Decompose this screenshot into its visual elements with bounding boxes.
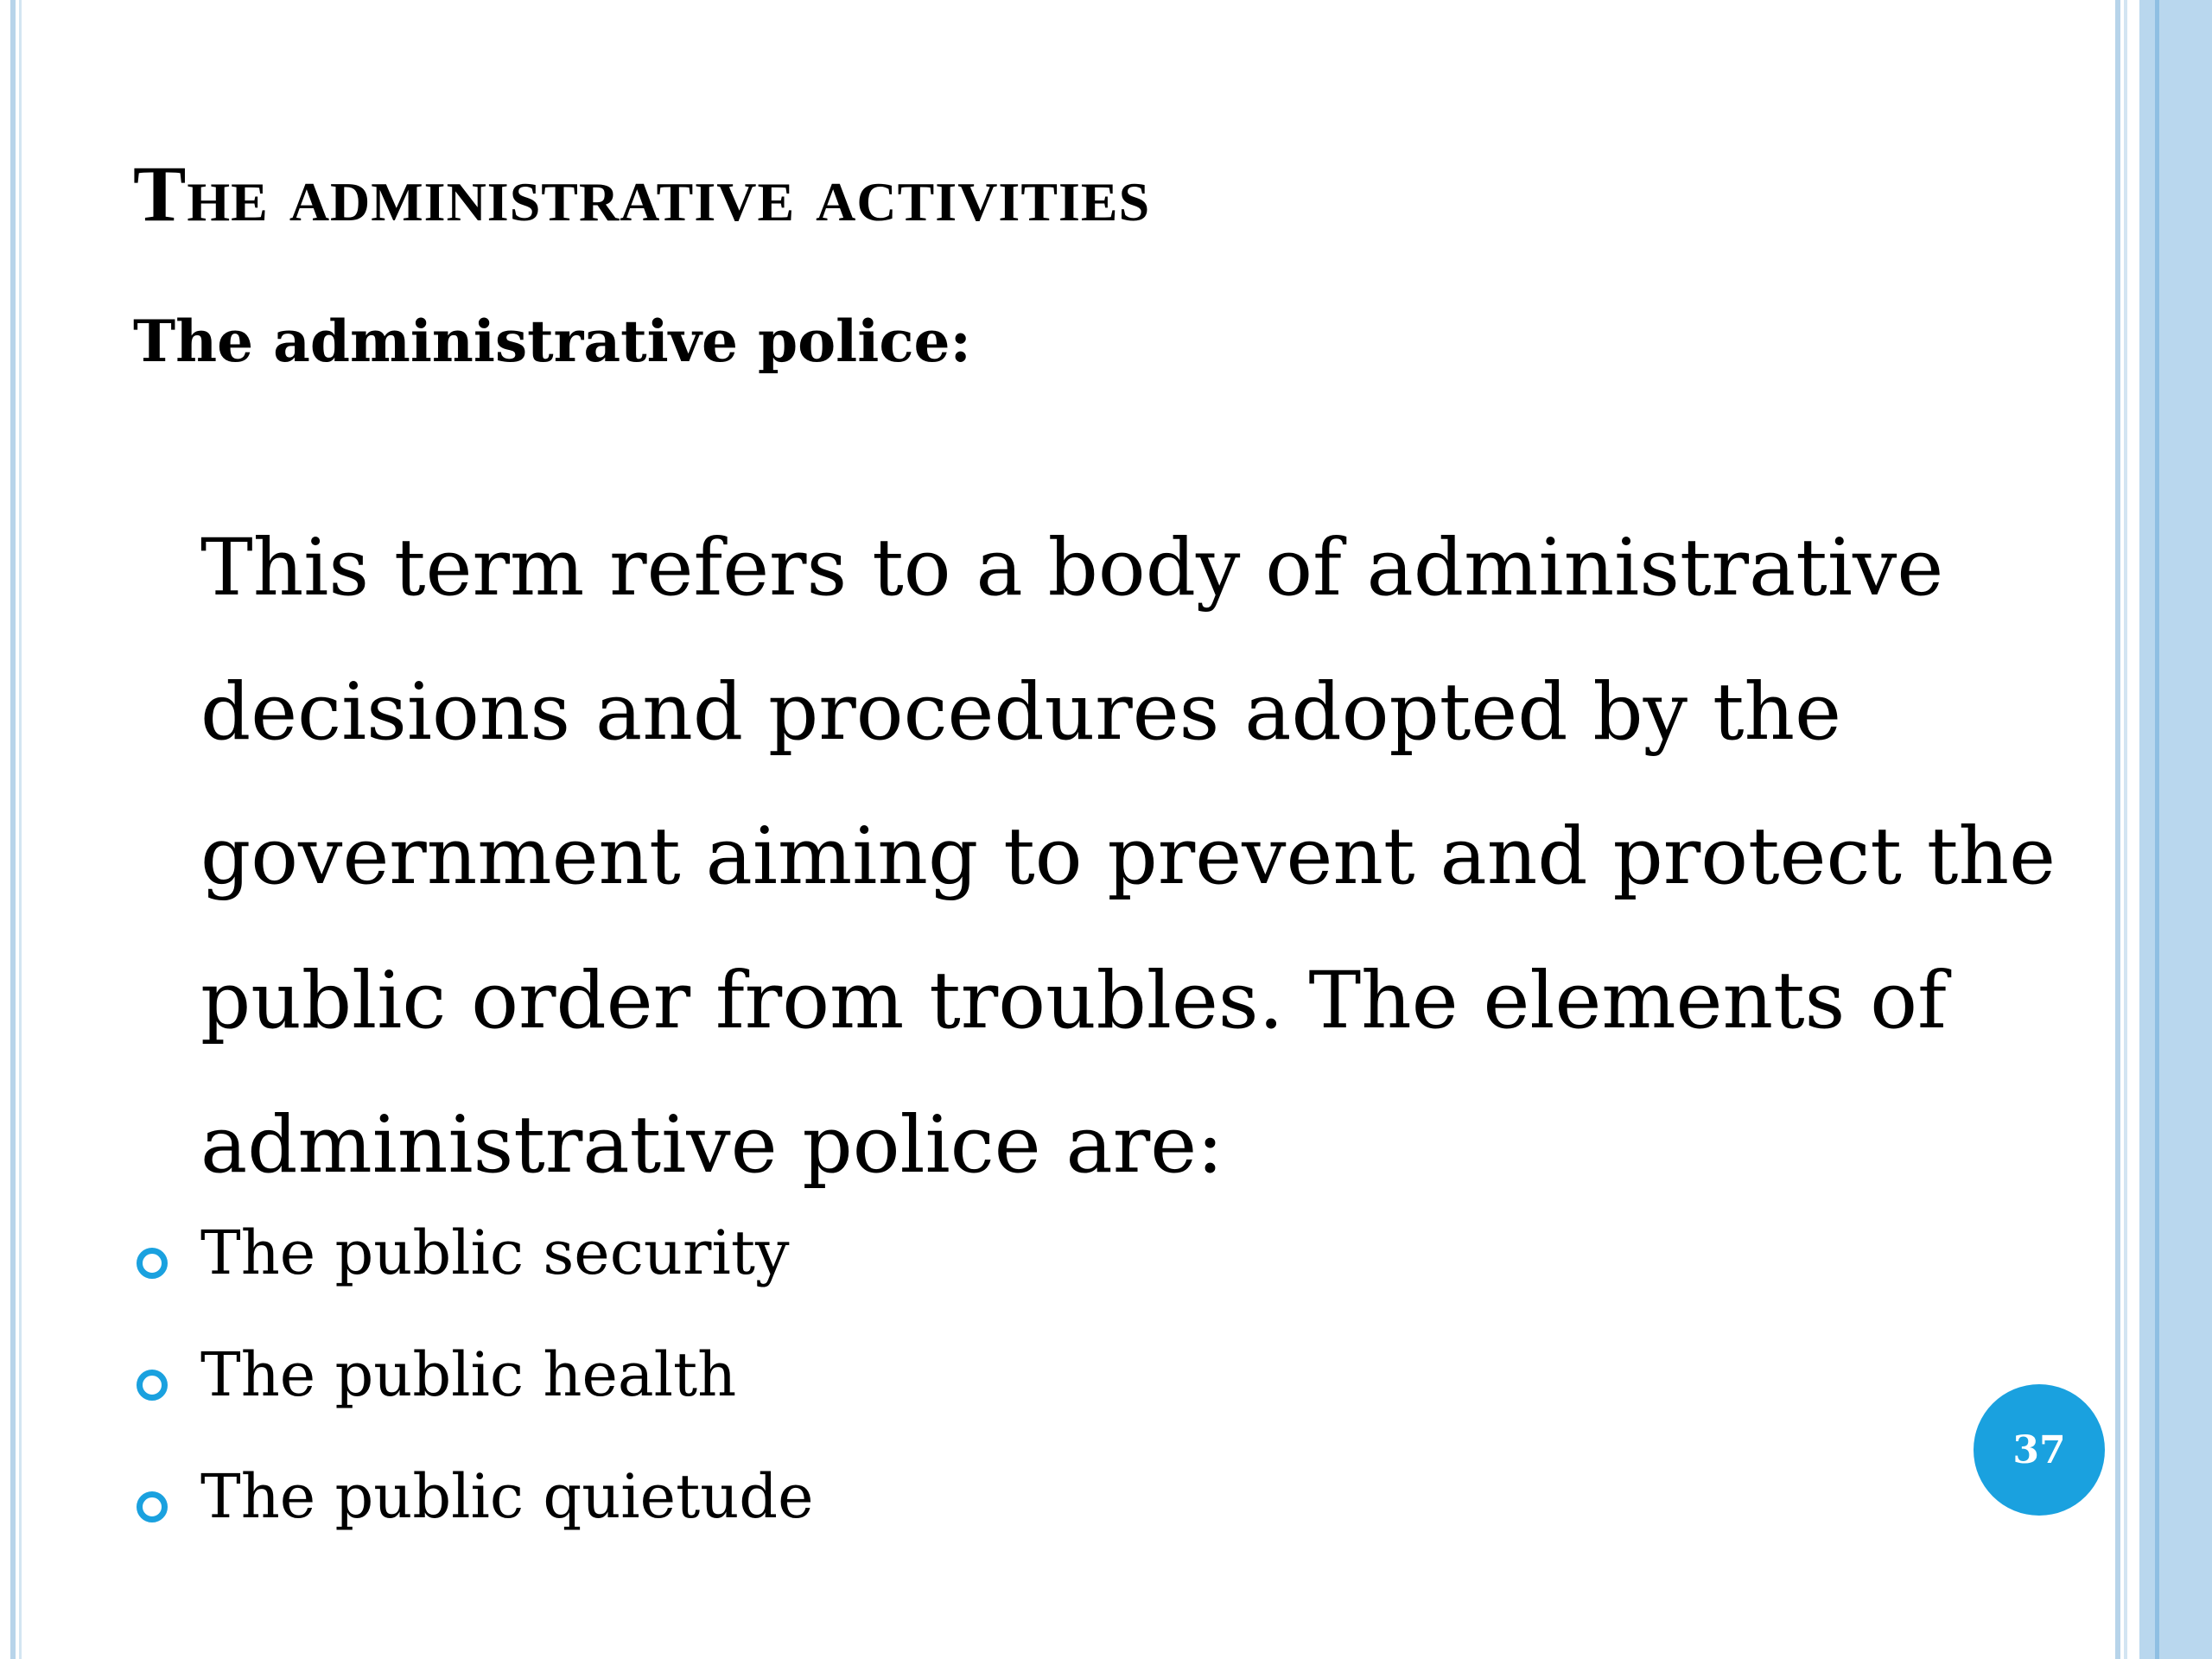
body-line: This term refers to a body of administrative — [200, 523, 1944, 613]
right-border-band — [2139, 0, 2212, 1659]
left-border-line — [10, 0, 16, 1659]
body-line: decisions and procedures adopted by the — [200, 667, 1842, 758]
body-line: government aiming to prevent and protect the — [200, 811, 2056, 902]
right-border-line — [2115, 0, 2120, 1659]
right-border-band-line — [2155, 0, 2159, 1659]
slide-subtitle: The administrative police: — [133, 308, 971, 375]
hollow-circle-bullet-icon — [137, 1248, 168, 1279]
body-line: public order from troubles. The elements of — [200, 956, 1947, 1046]
left-border-line-inner — [19, 0, 22, 1659]
slide-title: The administrative activities — [133, 149, 1151, 238]
page-number-badge — [1974, 1384, 2105, 1516]
bullet-text: The public quietude — [200, 1461, 814, 1532]
right-border-line-inner — [2124, 0, 2127, 1659]
bullet-text: The public health — [200, 1339, 737, 1410]
body-paragraph — [200, 496, 2101, 1217]
bullet-text: The public security — [200, 1217, 790, 1288]
hollow-circle-bullet-icon — [137, 1370, 168, 1401]
body-line: administrative police are: — [200, 1100, 1224, 1191]
page-number: 37 — [2012, 1427, 2066, 1472]
hollow-circle-bullet-icon — [137, 1491, 168, 1522]
